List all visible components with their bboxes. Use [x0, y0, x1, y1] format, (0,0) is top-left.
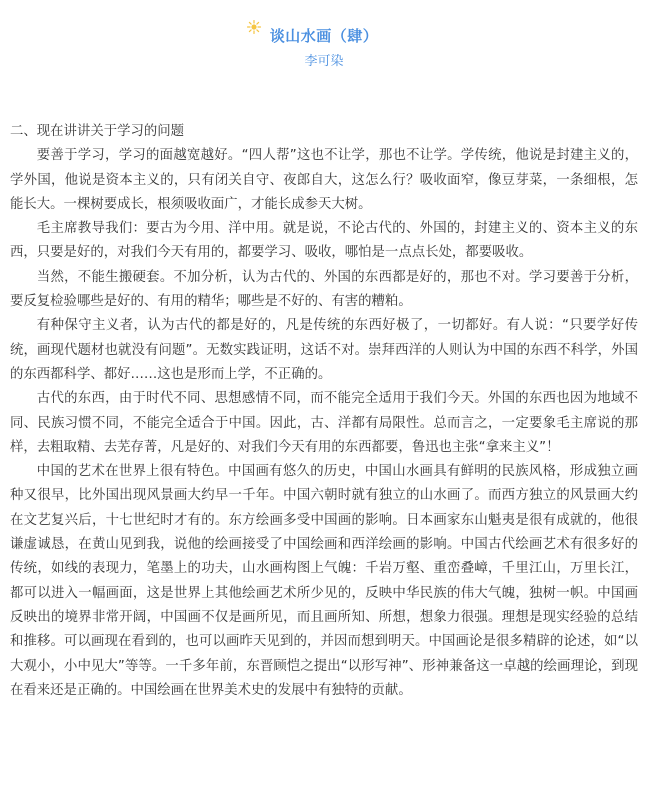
paragraph: 要善于学习，学习的面越宽越好。“四人帮”这也不让学，那也不让学。学传统，他说是封建主义的，学外国，他说是资本主义的，只有闭关自守、夜郎自大，这怎么行？吸收面窄，像豆芽菜，一条细根，怎能长大。一棵树要成长，根须吸收面广，才能长成参天大树。	[10, 148, 638, 212]
paragraph: 古代的东西，由于时代不同、思想感情不同，而不能完全适用于我们今天。外国的东西也因为地域不同、民族习惯不同，不能完全适合于中国。因此，古、洋都有局限性。总而言之，一定要象毛主席说的那样，去粗取精、去芜存菁，凡是好的、对我们今天有用的东西都要，鲁迅也主张“拿来主义”！	[10, 391, 638, 455]
paragraph: 有种保守主义者，认为古代的都是好的，凡是传统的东西好极了，一切都好。有人说：“只要学好传统，画现代题材也就没有问题”。无数实践证明，这话不对。崇拜西洋的人则认为中国的东西不科学，外国的东西都科学、都好……这也是形而上学，不正确的。	[10, 318, 638, 382]
paragraph: 中国的艺术在世界上很有特色。中国画有悠久的历史，中国山水画具有鲜明的民族风格，形成独立画种又很早，比外国出现风景画大约早一千年。中国六朝时就有独立的山水画了。而西方独立的风景画大约在文艺复兴后，十七世纪时才有的。东方绘画多受中国画的影响。日本画家东山魁夷是很有成就的，他很谦虚诚恳，在黄山见到我，说他的绘画接受了中国绘画和西洋绘画的影响。中国古代绘画艺术有很多好的传统，如线的表现力，笔墨上的功夫，山水画构图上气魄：千岩万壑、重峦叠嶂，千里江山，万里长江，都可以进入一幅画面，这是世界上其他绘画艺术所少见的，反映中华民族的伟大气魄，独树一帜。中国画反映出的境界非常开阔，中国画不仅是画所见，而且画所知、所想，想象力很强。理想是现实经验的总结和推移。可以画现在看到的，也可以画昨天见到的，并因而想到明天。中国画论是很多精辟的论述，如“以大观小，小中见大”等等。一千多年前，东晋顾恺之提出“以形写神”、形神兼备这一卓越的绘画理论，到现在看来还是正确的。中国绘画在世界美术史的发展中有独特的贡献。	[10, 464, 638, 698]
section-heading: 二、现在讲讲关于学习的问题	[10, 124, 185, 139]
article-body	[10, 120, 638, 703]
paragraph: 毛主席教导我们：要古为今用、洋中用。就是说，不论古代的、外国的，封建主义的、资本主义的东西，只要是好的，对我们今天有用的，都要学习、吸收，哪怕是一点点长处，都要吸收。	[10, 221, 638, 261]
article-author: 李可染	[304, 54, 344, 69]
paragraph: 当然，不能生搬硬套。不加分析，认为古代的、外国的东西都是好的，那也不对。学习要善于分析，要反复检验哪些是好的、有用的精华；哪些是不好的、有害的糟粕。	[10, 269, 638, 310]
article-title: 谈山水画（肆）	[269, 27, 379, 45]
